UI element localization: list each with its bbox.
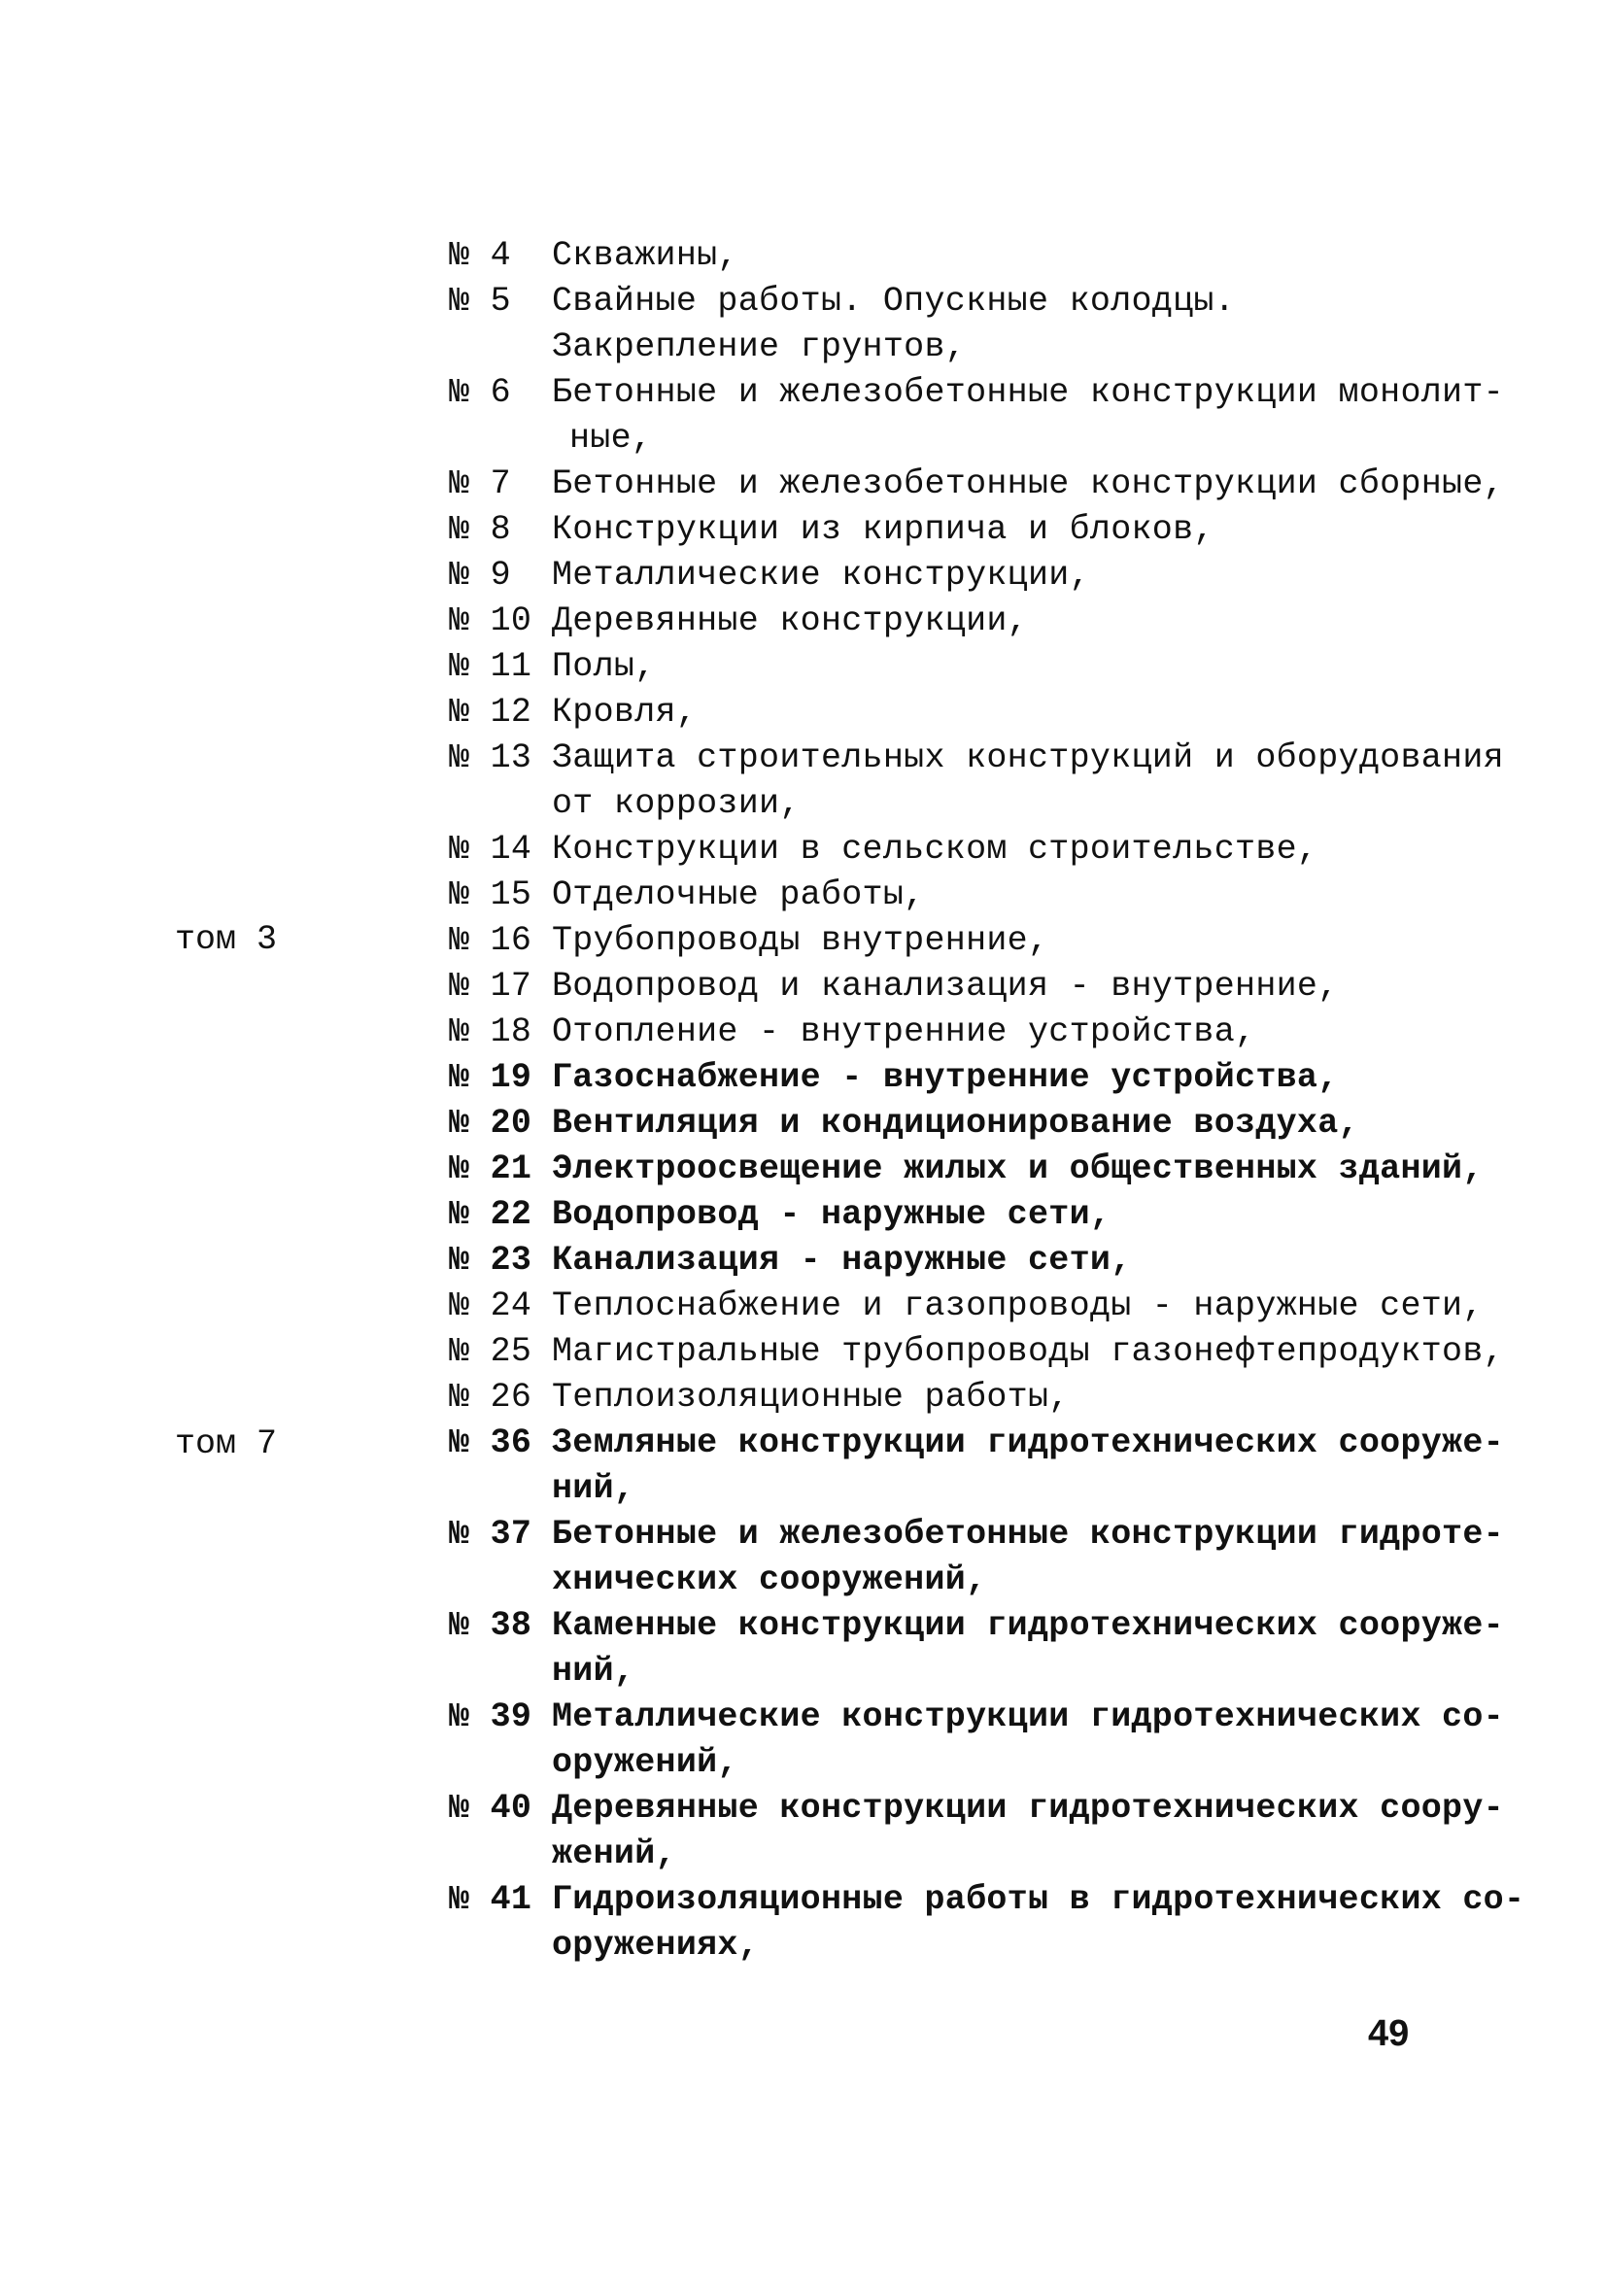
- entry-number: № 18: [449, 1012, 532, 1051]
- volume-label-7: том 7: [175, 1424, 278, 1463]
- entry-number: № 16: [449, 921, 532, 960]
- entry-5: [449, 279, 1469, 370]
- entry-title: Металлические конструкции,: [552, 556, 1090, 595]
- entry-20: [449, 1101, 1469, 1147]
- entry-title: Бетонные и железобетонные конструкции гидроте-: [552, 1515, 1504, 1554]
- page-number: 49: [1368, 2013, 1410, 2054]
- entry-title: Канализация - наружные сети,: [552, 1241, 1132, 1280]
- entry-number: № 4: [449, 236, 511, 275]
- entry-title: Гидроизоляционные работы в гидротехнических со-: [552, 1880, 1525, 1919]
- entry-title: Деревянные конструкции,: [552, 601, 1028, 640]
- entry-title: Конструкции в сельском строительстве,: [552, 830, 1318, 869]
- entry-number: № 26: [449, 1378, 532, 1417]
- entry-number: № 12: [449, 693, 532, 732]
- entry-26: [449, 1375, 1469, 1421]
- entry-title: Конструкции из кирпича и блоков,: [552, 510, 1214, 549]
- entry-number: № 9: [449, 556, 511, 595]
- entry-number: № 23: [449, 1241, 532, 1280]
- entry-title: Кровля,: [552, 693, 698, 732]
- entry-23: [449, 1238, 1469, 1284]
- entry-title: Теплоснабжение и газопроводы - наружные сети,: [552, 1286, 1484, 1325]
- entry-40: [449, 1786, 1504, 1877]
- entry-title: Бетонные и железобетонные конструкции сборные,: [552, 464, 1504, 503]
- entry-4: [449, 233, 1469, 279]
- entry-number: № 10: [449, 601, 532, 640]
- entry-number: № 40: [449, 1789, 532, 1828]
- entry-title-continuation: ний,: [552, 1652, 635, 1691]
- entry-18: [449, 1010, 1469, 1055]
- entry-16: [449, 918, 1469, 964]
- entry-8: [449, 507, 1469, 553]
- entry-number: № 6: [449, 373, 511, 412]
- entry-25: [449, 1329, 1504, 1375]
- entry-24: [449, 1284, 1484, 1329]
- entry-number: № 41: [449, 1880, 532, 1919]
- entry-number: № 20: [449, 1104, 532, 1143]
- entry-number: № 21: [449, 1149, 532, 1188]
- entry-title-continuation: оружений,: [552, 1743, 738, 1782]
- entry-17: [449, 964, 1469, 1010]
- entry-14: [449, 827, 1469, 873]
- volume-label-3: том 3: [175, 920, 278, 959]
- entry-6: [449, 370, 1504, 462]
- entry-title: Газоснабжение - внутренние устройства,: [552, 1058, 1339, 1097]
- entry-11: [449, 644, 1469, 690]
- entry-title: Свайные работы. Опускные колодцы.: [552, 282, 1236, 321]
- entry-title: Отделочные работы,: [552, 875, 925, 914]
- entry-21: [449, 1147, 1484, 1192]
- entry-38: [449, 1603, 1504, 1695]
- entry-title-continuation: хнических сооружений,: [552, 1560, 987, 1599]
- entry-title: Отопление - внутренние устройства,: [552, 1012, 1256, 1051]
- entry-41: [449, 1877, 1525, 1969]
- entry-22: [449, 1192, 1469, 1238]
- entry-number: № 13: [449, 738, 532, 777]
- entry-title: Трубопроводы внутренние,: [552, 921, 1049, 960]
- entry-title: Электроосвещение жилых и общественных зданий,: [552, 1149, 1484, 1188]
- entry-number: № 19: [449, 1058, 532, 1097]
- entry-title-continuation: ний,: [552, 1469, 635, 1508]
- entry-number: № 37: [449, 1515, 532, 1554]
- entry-15: [449, 873, 1469, 918]
- entry-title: Каменные конструкции гидротехнических сооруже-: [552, 1606, 1504, 1645]
- entry-title-continuation: от коррозии,: [552, 784, 801, 823]
- entry-9: [449, 553, 1469, 599]
- entry-title-continuation: оружениях,: [552, 1926, 760, 1965]
- entry-title: Полы,: [552, 647, 656, 686]
- entry-title: Магистральные трубопроводы газонефтепродуктов,: [552, 1332, 1504, 1371]
- entry-title: Земляные конструкции гидротехнических сооруже-: [552, 1423, 1504, 1462]
- entry-19: [449, 1055, 1469, 1101]
- entry-number: № 22: [449, 1195, 532, 1234]
- entry-title: Теплоизоляционные работы,: [552, 1378, 1070, 1417]
- entry-number: № 25: [449, 1332, 532, 1371]
- entry-number: № 36: [449, 1423, 532, 1462]
- entry-title: Бетонные и железобетонные конструкции монолит-: [552, 373, 1504, 412]
- entry-title: Защита строительных конструкций и оборудования: [552, 738, 1504, 777]
- entry-12: [449, 690, 1469, 736]
- entry-title: Скважины,: [552, 236, 738, 275]
- entry-number: № 15: [449, 875, 532, 914]
- entry-title-continuation: ные,: [569, 419, 653, 458]
- entry-number: № 5: [449, 282, 511, 321]
- entry-number: № 38: [449, 1606, 532, 1645]
- entry-37: [449, 1512, 1504, 1603]
- entry-number: № 17: [449, 967, 532, 1006]
- entry-number: № 7: [449, 464, 511, 503]
- entry-13: [449, 736, 1504, 827]
- entry-10: [449, 599, 1469, 644]
- entry-title-continuation: Закрепление грунтов,: [552, 327, 967, 366]
- entry-title: Деревянные конструкции гидротехнических соору-: [552, 1789, 1504, 1828]
- entry-7: [449, 462, 1504, 507]
- entry-number: № 14: [449, 830, 532, 869]
- entry-title-continuation: жений,: [552, 1834, 676, 1873]
- entry-title: Водопровод - наружные сети,: [552, 1195, 1111, 1234]
- entry-title: Вентиляция и кондиционирование воздуха,: [552, 1104, 1359, 1143]
- entry-number: № 11: [449, 647, 532, 686]
- entry-number: № 8: [449, 510, 511, 549]
- entry-title: Металлические конструкции гидротехнических со-: [552, 1697, 1504, 1736]
- entry-number: № 39: [449, 1697, 532, 1736]
- entry-36: [449, 1421, 1504, 1512]
- entry-39: [449, 1695, 1504, 1786]
- entry-title: Водопровод и канализация - внутренние,: [552, 967, 1339, 1006]
- entry-number: № 24: [449, 1286, 532, 1325]
